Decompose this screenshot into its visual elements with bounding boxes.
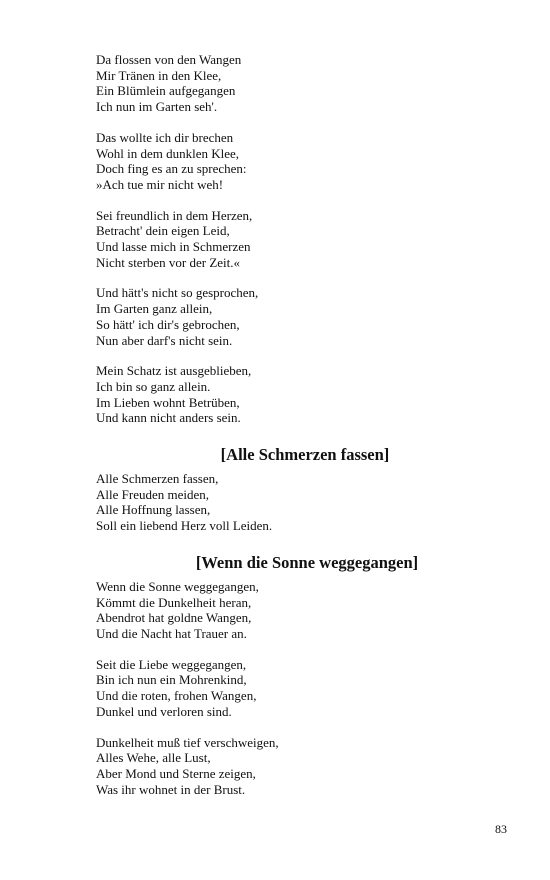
verse-line: Und die roten, frohen Wangen, xyxy=(96,688,257,704)
verse-line: Und lasse mich in Schmerzen xyxy=(96,239,251,255)
verse-line: Abendrot hat goldne Wangen, xyxy=(96,610,252,626)
verse-line: Dunkelheit muß tief verschweigen, xyxy=(96,734,279,750)
verse-line: Alle Freuden meiden, xyxy=(96,486,209,502)
verse-line: Seit die Liebe weggegangen, xyxy=(96,656,247,672)
verse-line: Und die Nacht hat Trauer an. xyxy=(96,625,247,641)
stanza xyxy=(96,363,456,426)
verse-line: Im Garten ganz allein, xyxy=(96,301,213,317)
verse-line: Alles Wehe, alle Lust, xyxy=(96,750,211,766)
stanza xyxy=(96,735,456,798)
verse-line: Nun aber darf's nicht sein. xyxy=(96,332,233,348)
verse-line: Betracht' dein eigen Leid, xyxy=(96,223,230,239)
verse-line: Bin ich nun ein Mohrenkind, xyxy=(96,672,247,688)
poem-title: [Alle Schmerzen fassen] xyxy=(220,445,390,465)
verse-line: Was ihr wohnet in der Brust. xyxy=(96,781,246,797)
verse-line: So hätt' ich dir's gebrochen, xyxy=(96,316,240,332)
verse-line: Alle Schmerzen fassen, xyxy=(96,471,219,487)
poem-title: [Wenn die Sonne weggegangen] xyxy=(195,552,419,572)
verse-line: Wohl in dem dunklen Klee, xyxy=(96,145,240,161)
verse-line: Und kann nicht anders sein. xyxy=(96,410,241,426)
verse-line: Da flossen von den Wangen xyxy=(96,52,242,67)
poem-column xyxy=(96,52,456,812)
verse-line: Im Lieben wohnt Betrüben, xyxy=(96,394,240,410)
verse-line: Kömmt die Dunkelheit heran, xyxy=(96,594,252,610)
verse-line: Sei freundlich in dem Herzen, xyxy=(96,207,253,223)
verse-line: Mir Tränen in den Klee, xyxy=(96,67,222,83)
verse-line: »Ach tue mir nicht weh! xyxy=(96,176,224,192)
stanza xyxy=(96,657,456,720)
verse-line: Dunkel und verloren sind. xyxy=(96,703,232,719)
page-number: 83 xyxy=(495,822,507,836)
stanza xyxy=(96,471,456,534)
stanza xyxy=(96,52,456,115)
verse-line: Aber Mond und Sterne zeigen, xyxy=(96,765,256,781)
verse-line: Wenn die Sonne weggegangen, xyxy=(96,578,259,594)
verse-line: Soll ein liebend Herz voll Leiden. xyxy=(96,518,273,534)
verse-line: Doch fing es an zu sprechen: xyxy=(96,161,247,177)
verse-line: Das wollte ich dir brechen xyxy=(96,129,234,145)
verse-line: Und hätt's nicht so gesprochen, xyxy=(96,285,259,301)
verse-line: Ich bin so ganz allein. xyxy=(96,378,211,394)
verse-line: Ich nun im Garten seh'. xyxy=(96,99,218,115)
verse-line: Mein Schatz ist ausgeblieben, xyxy=(96,363,252,379)
verse-line: Nicht sterben vor der Zeit.« xyxy=(96,254,241,270)
verse-line: Alle Hoffnung lassen, xyxy=(96,502,211,518)
verse-line: Ein Blümlein aufgegangen xyxy=(96,83,236,99)
stanza xyxy=(96,130,456,193)
stanza xyxy=(96,285,456,348)
stanza xyxy=(96,208,456,271)
stanza xyxy=(96,579,456,642)
